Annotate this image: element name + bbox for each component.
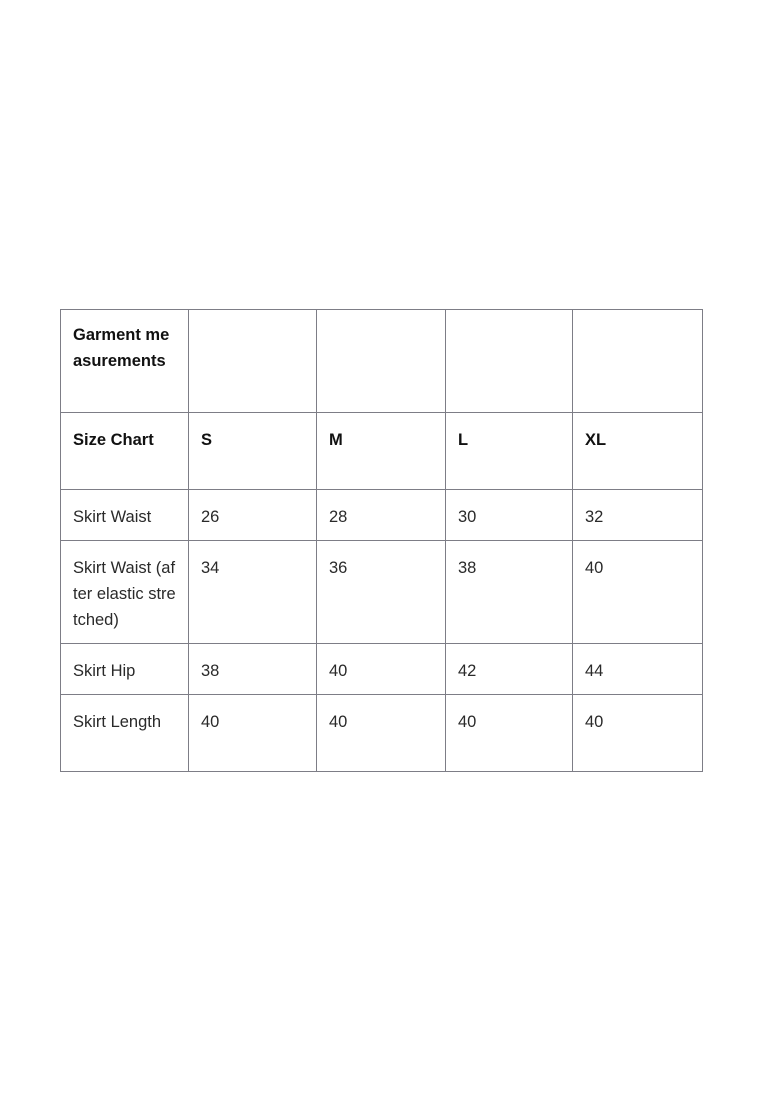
row-label: Skirt Hip [61, 644, 189, 695]
table-row [61, 490, 703, 541]
table-cell: 36 [317, 541, 446, 644]
table-cell: 40 [189, 695, 317, 772]
table-cell: 40 [573, 541, 703, 644]
size-chart-table [60, 309, 703, 772]
table-cell: 40 [446, 695, 573, 772]
size-row [61, 413, 703, 490]
size-m: M [317, 413, 446, 490]
table-cell: 38 [446, 541, 573, 644]
header-cell-blank [317, 310, 446, 413]
row-label: Skirt Waist (after elastic stretched) [61, 541, 189, 644]
table-cell: 40 [317, 695, 446, 772]
table-cell: 38 [189, 644, 317, 695]
size-s: S [189, 413, 317, 490]
size-xl: XL [573, 413, 703, 490]
header-cell-blank [189, 310, 317, 413]
table-cell: 44 [573, 644, 703, 695]
table-cell: 32 [573, 490, 703, 541]
garment-measurements-header: Garment measurements [61, 310, 189, 413]
size-l: L [446, 413, 573, 490]
table-cell: 42 [446, 644, 573, 695]
table-cell: 40 [573, 695, 703, 772]
header-cell-blank [446, 310, 573, 413]
table-row [61, 644, 703, 695]
table-row [61, 541, 703, 644]
table-cell: 28 [317, 490, 446, 541]
table-row [61, 695, 703, 772]
header-cell-blank [573, 310, 703, 413]
row-label: Skirt Waist [61, 490, 189, 541]
table-cell: 40 [317, 644, 446, 695]
table-cell: 30 [446, 490, 573, 541]
table-cell: 34 [189, 541, 317, 644]
size-chart-label: Size Chart [61, 413, 189, 490]
row-label: Skirt Length [61, 695, 189, 772]
table-header-row [61, 310, 703, 413]
table-cell: 26 [189, 490, 317, 541]
